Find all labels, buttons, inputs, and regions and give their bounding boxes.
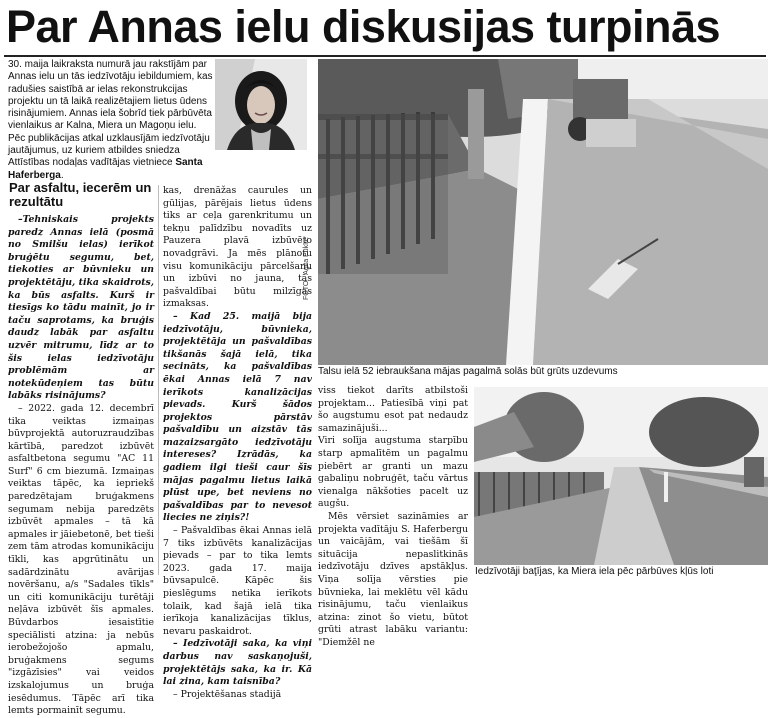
column-divider <box>158 185 159 575</box>
intro-text <box>8 59 213 181</box>
headline-rule <box>4 55 766 57</box>
column-3-para-1: viss tiekot darīts atbilstoši projektam... Patiesībā viņi pat šo augstumu esot pat nedaudz samazinājuši... <box>318 385 468 434</box>
column-2-para: kas, drenāžas caurules un gūlijas, pārējais lietus ūdens tiks ar ceļa garenkritumu un tekņu palīdzību novadīts uz Pauzera plavā izbūvēto novadgrāvi. Ja mēs plānotu visu komunikāciju pārcelšanu un izbūvi no jauna, tās pašvaldībai būtu milzīgas izmaksas. <box>163 185 312 310</box>
question-3: – Iedzīvotāji saka, ka viņi darbus nav saskaņojuši, projektētājs saka, ka ir. Kā lai zina, kam taisnība? <box>163 638 312 688</box>
photo-caption-1: Talsu ielā 52 iebraukšana mājas pagalmā solās būt grūts uzdevums <box>318 366 618 377</box>
intro-end: . <box>60 169 64 181</box>
subheading: Par asfaltu, iecerēm un rezultātu <box>9 180 152 209</box>
intro-body: 30. maija laikraksta numurā jau rakstījām par Annas ielu un tās iedzīvotāju iebildumiem, kas radušies saistībā ar ielas rekonstrukcijas projektu un tā laikā realizētajiem lietus ūdens risinājumiem. Annas iela šobrīd tiek pārbūvēta vienlaikus ar Kalna, Miera un Magoņu ielu. Pēc publikācijas atkal uzklausījām iedzīvotāju jautājumus, uz kuriem atbildes sniedza Attīstības nodaļas vadītājas vietniece <box>8 59 213 169</box>
street-photo <box>474 387 768 565</box>
question-2: – Kad 25. maijā bija iedzīvotāju, būvnieka, projektētāja un pašvaldības tikšanās šajā ielā, tika secināts, ka pašvaldības ēkai Annas ielā 7 nav ierīkots kanalizācijas pievads. Kurš šādos projektos pārstāv pašvaldību un aizstāv tās mazaizsargāto iedzīvotāju intereses? Izrādās, ka gadiem ilgi tieši caur šīs mājas pagalmu lietus laikā plūst upe, bet neviens no pašvaldības par to nevesot liecies ne ziņis?! <box>163 310 312 524</box>
column-3-para-2: Viri solīja augstuma starpību starp apmalītēm un pagalmu piebērt ar granti un mazu gabaliņu nobruģēt, taču vārtus vienalga nākšoties pacelt uz augšu. <box>318 435 468 510</box>
photo-credit: FOTO - Agita Pukīte <box>303 237 310 300</box>
column-3 <box>318 385 468 648</box>
column-3-para-3: Mēs vērsiet sazināmies ar projekta vadītāju S. Haferbergu un vaicājām, vai tiešām šī situācija nepaslitkinās iedzīvotāju dzīves apstākļus. Viņa solīja vērsties pie būvnieka, lai meklētu vēl kādu risinājumu, taču vienlaikus atzina: zinot šo vietu, būtot grūti atrast labāku variantu: "Diemžēl ne <box>318 510 468 648</box>
photo-caption-2: Iedzīvotāji baţījas, ka Miera iela pēc pārbūves kļūs loti <box>475 566 714 577</box>
answer-1: – 2022. gada 12. decembrī tika veiktas izmaiņas būvprojektā autoruzraudzības kārtībā, paredzot izbūvēt asfaltbetona segumu "AC 11 Surf" 6 cm biezumā. Izmaiņas veiktas tāpēc, ka iepriekš paredzētajam bruģakmens segumam nebija paredzēts izbūvēt apmales – tā kā apmales ir jāiebetonē, bet tieši zem tām atrodas komunikāciju tīkli, kas apgrūtinātu un sadārdzinātu avārijas novēršanu, a/s "Sadales tīkls" un citi komunikāciju turētāji neļāva izbūvēt šīs apmales. Būvdarbos iesaistītie speciālisti atzina: ja nebūs ierobežojošo apmalu, bruģakmens segums "izgāzīsies" vai veidos izskalojumus un bruģa iesēdumus. Tāpēc arī tika lemts pormainīt segumu. <box>8 402 154 717</box>
column-2 <box>163 185 312 700</box>
answer-2: – Pašvaldības ēkai Annas ielā 7 tiks izbūvēts kanalizācijas pievads – par to tika lemts 2023. gada 17. maija būvsapulcē. Kāpēc šis pieslēgums netika ierīkots tolaik, kad šajā ielā tika ierīkoja kanalizācijas tīklus, nevaru paskaidrot. <box>163 525 312 637</box>
street-works-photo <box>318 59 768 365</box>
headline: Par Annas ielu diskusijas turpinās <box>6 1 721 52</box>
intro-name: Santa Haferberga <box>8 157 203 181</box>
column-1 <box>8 214 154 717</box>
answer-3: – Projektēšanas stadijā <box>173 688 282 700</box>
portrait-photo <box>215 59 307 150</box>
question-1: –Tehniskais projekts paredz Annas ielā (posmā no Smilšu ielas) ierīkot bruģētu segumu, bet, tiekoties ar būvnieku un projektētāju, tika skaidrots, ka būs asfalts. Kurš ir tiesīgs ko tādu mainīt, jo ir taču saprotams, ka bruģis daudz labāk par asfaltu uzvēr mitrumu, līdz ar to šis ielas iedzīvotāju problēmām ar notekūdeņiem tas būtu labāks risinājums? <box>8 214 154 402</box>
